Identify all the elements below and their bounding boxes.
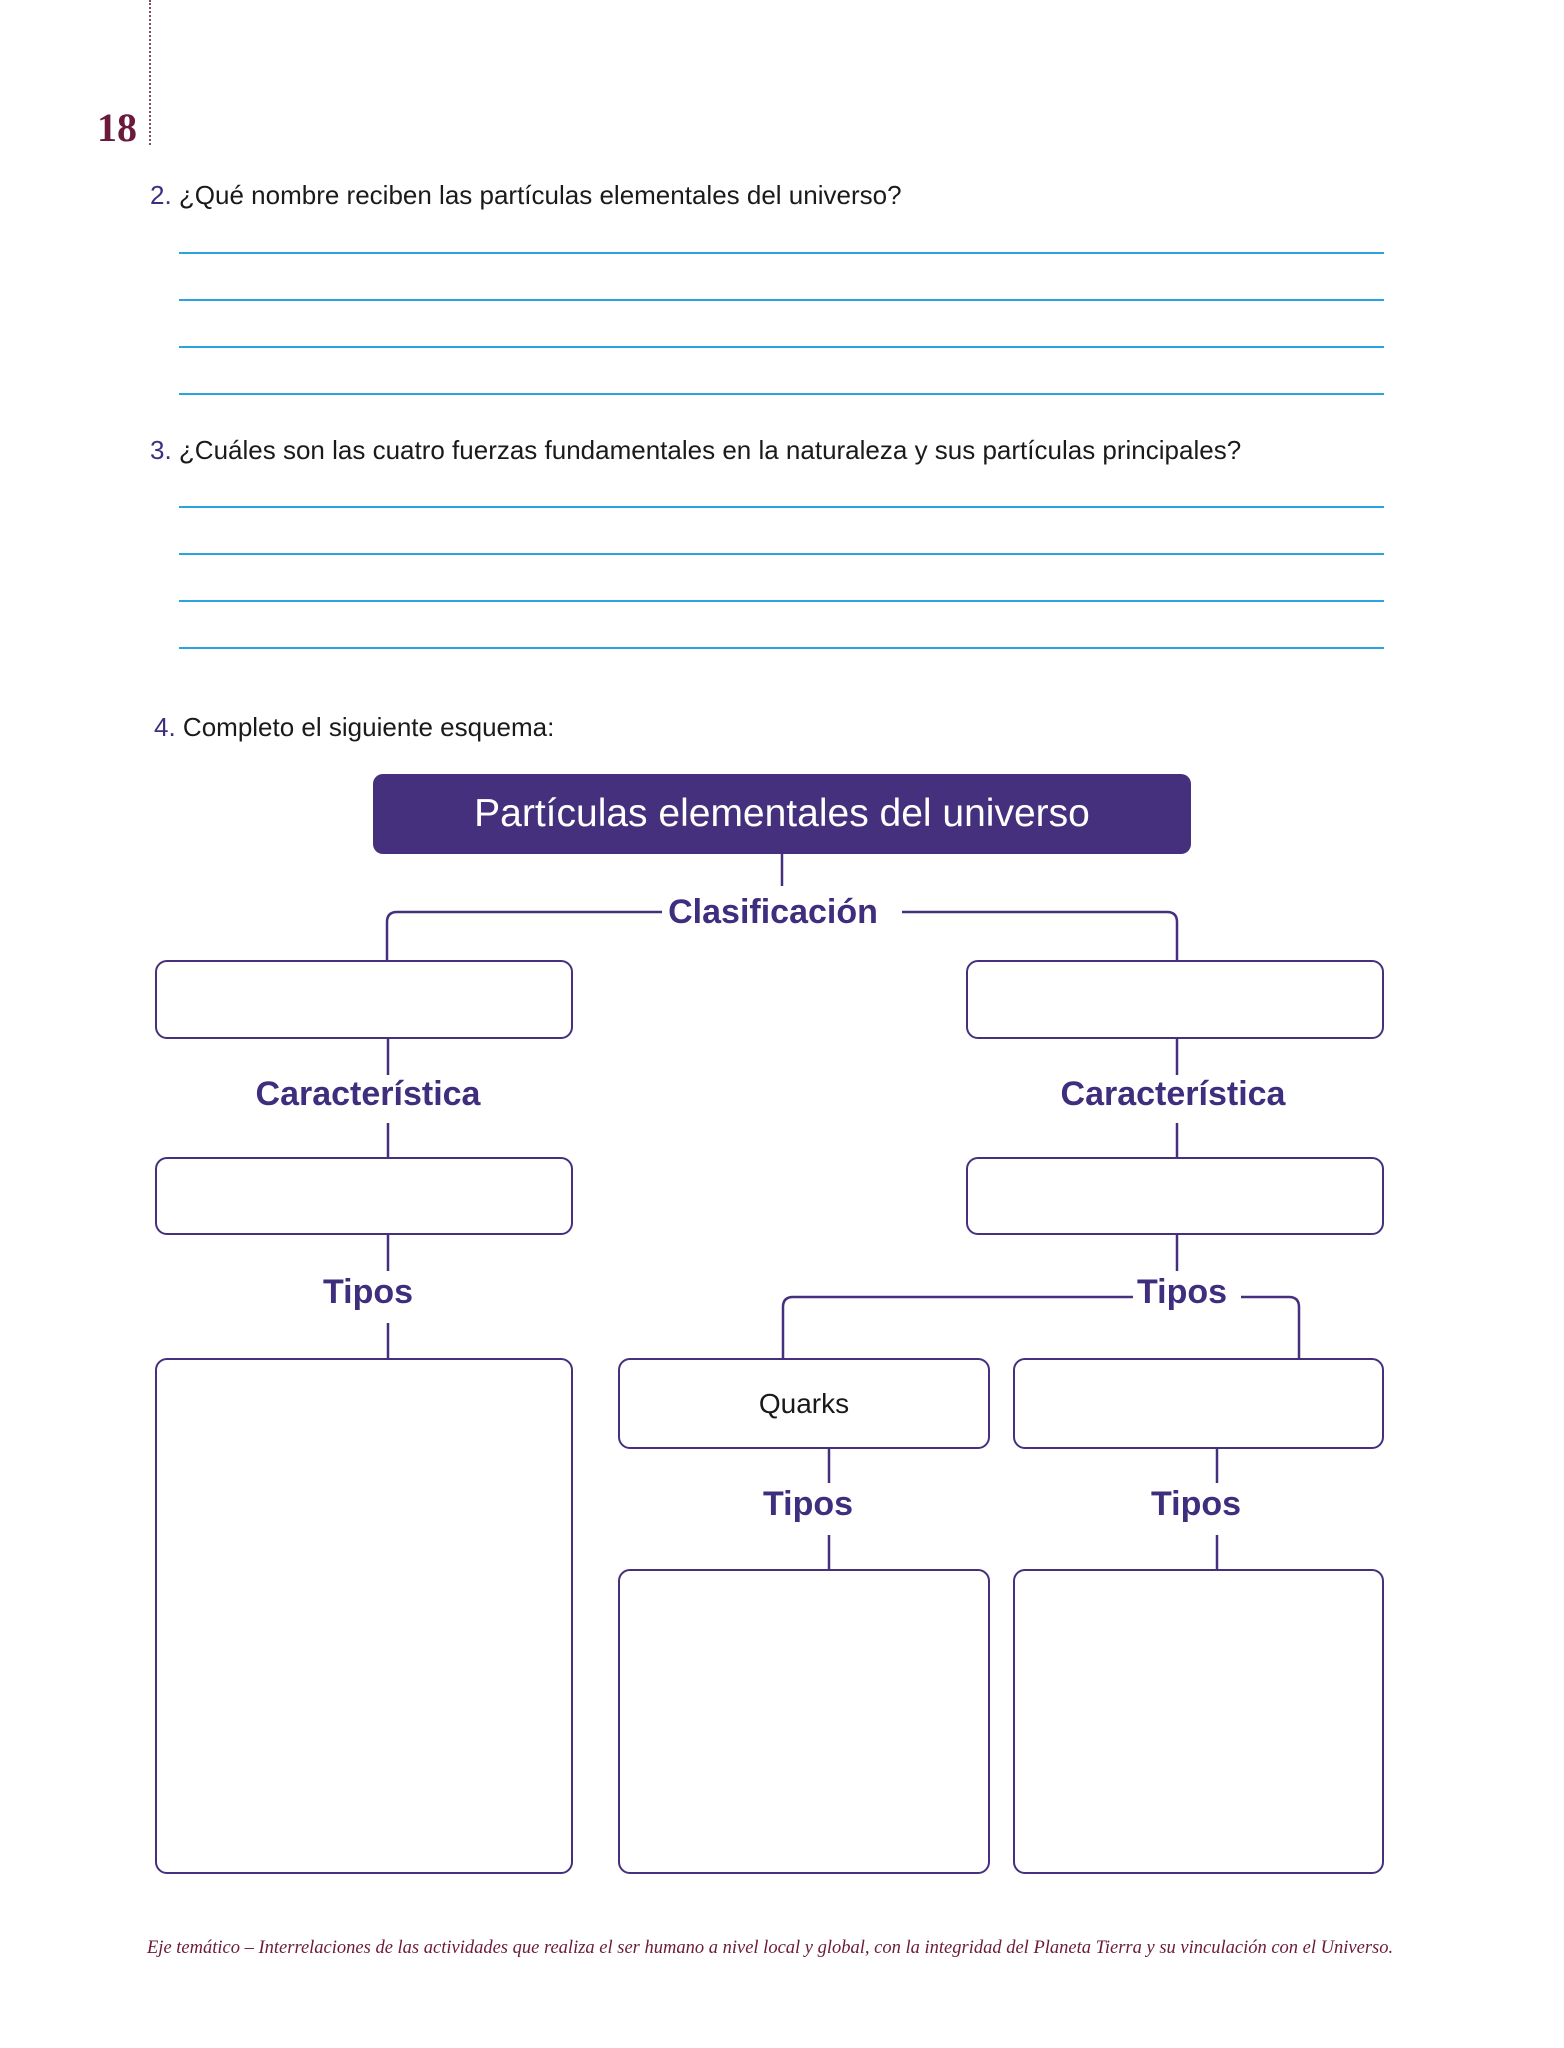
question-number: 3. <box>150 435 172 465</box>
footer-thematic-axis: Eje temático – Interrelaciones de las actividades que realiza el ser humano a nivel local y global, con la integridad del Planeta Tierra y su vinculación con el Universo. <box>147 1938 1394 1958</box>
types-label-second: Tipos <box>1147 1485 1245 1524</box>
quarks-box <box>618 1358 990 1449</box>
question-text: ¿Cuáles son las cuatro fuerzas fundamentales en la naturaleza y sus partículas principales? <box>178 435 1242 465</box>
page-number: 18 <box>97 105 137 150</box>
characteristic-label-right: Característica <box>1057 1075 1290 1114</box>
answer-box-classification-left[interactable] <box>155 960 573 1039</box>
answer-box-classification-right[interactable] <box>966 960 1384 1039</box>
types-label-right: Tipos <box>1133 1273 1231 1312</box>
question-number: 4. <box>154 712 176 742</box>
answer-box-second-type[interactable] <box>1013 1358 1384 1449</box>
answer-box-characteristic-left[interactable] <box>155 1157 573 1235</box>
diagram-title: Partículas elementales del universo <box>373 774 1191 854</box>
question-text: ¿Qué nombre reciben las partículas elementales del universo? <box>178 180 902 210</box>
types-label-left: Tipos <box>319 1273 417 1312</box>
classification-label: Clasificación <box>664 893 882 932</box>
types-label-quarks: Tipos <box>759 1485 857 1524</box>
question-text: Completo el siguiente esquema: <box>182 712 555 742</box>
question-number: 2. <box>150 180 172 210</box>
answer-box-characteristic-right[interactable] <box>966 1157 1384 1235</box>
answer-box-types-left[interactable] <box>155 1358 573 1874</box>
answer-box-quark-types[interactable] <box>618 1569 990 1874</box>
characteristic-label-left: Característica <box>252 1075 485 1114</box>
answer-box-second-types[interactable] <box>1013 1569 1384 1874</box>
quarks-label: Quarks <box>758 1387 850 1419</box>
